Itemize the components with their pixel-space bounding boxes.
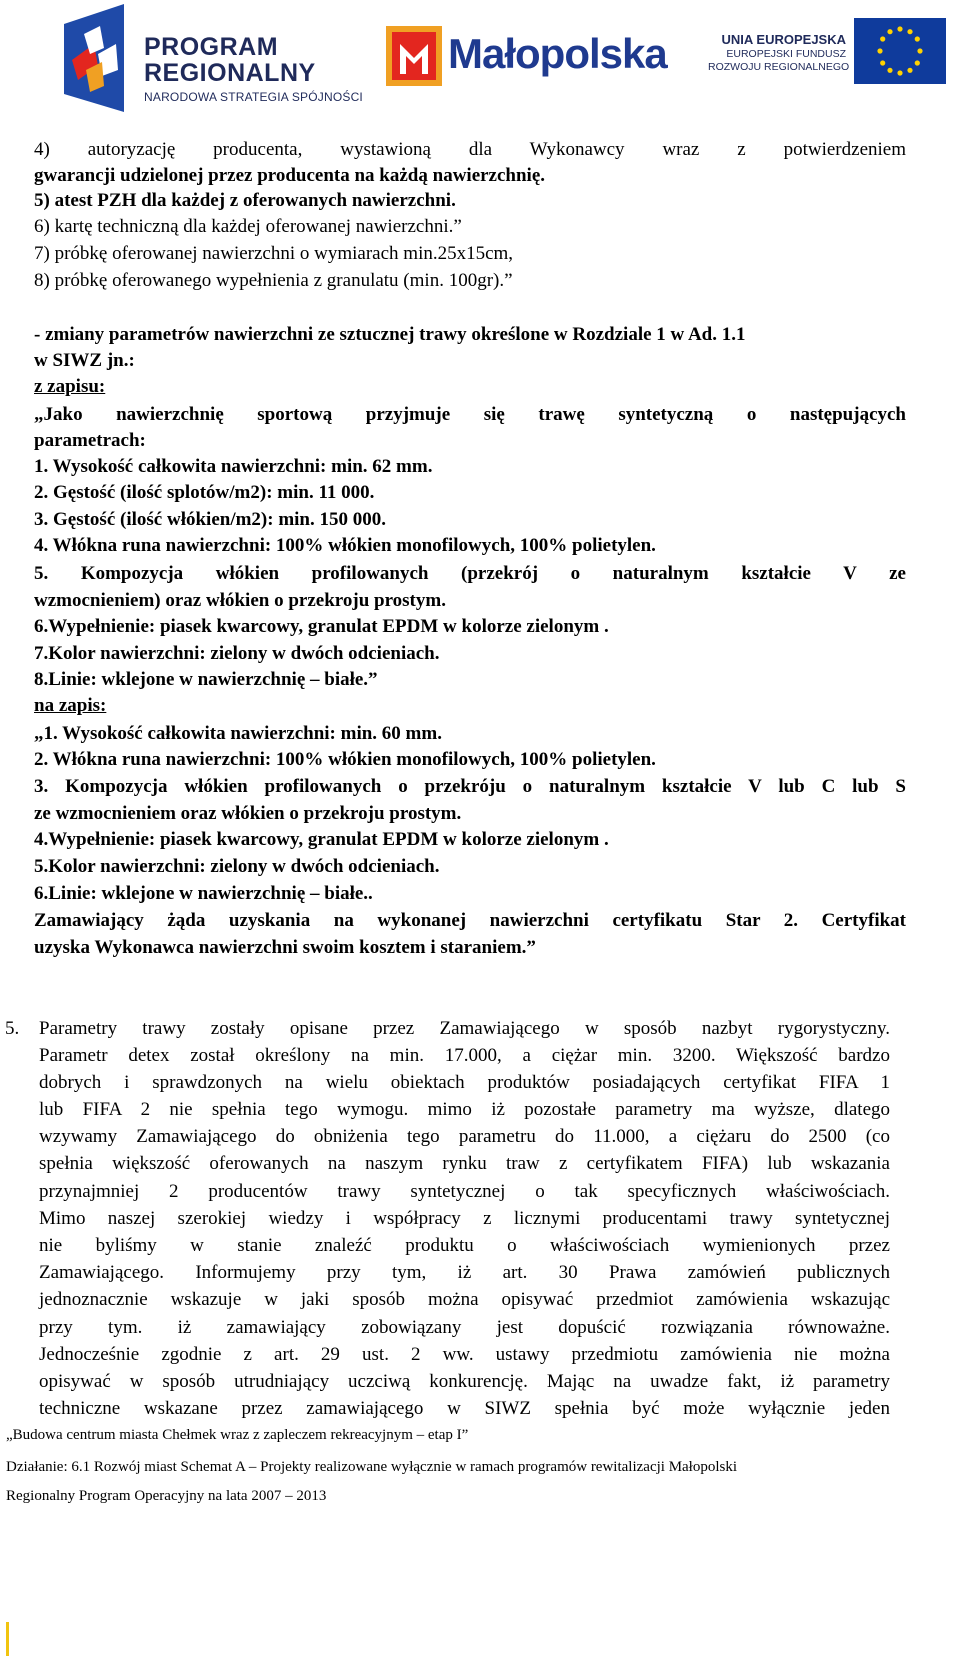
body-line-22: „1. Wysokość całkowita nawierzchni: min. 60 mm. [34,723,442,744]
body-line-15: 4. Włókna runa nawierzchni: 100% włókien monofilowych, 100% polietylen. [34,535,656,556]
point5-line-2: Parametr detex został określony na min. 17.000, a ciężar min. 3200. Większość bardzo [39,1045,890,1066]
body-line-19: 7.Kolor nawierzchni: zielony w dwóch odcieniach. [34,643,440,664]
eu-line2: EUROPEJSKI FUNDUSZ [726,48,846,60]
program-line3: NARODOWA STRATEGIA SPÓJNOŚCI [144,90,363,104]
point5-line-9: nie byliśmy w stanie znaleźć produktu o właściwościach wymienionych przez [39,1235,890,1256]
malopolska-logo [386,24,666,88]
point5-number: 5. [5,1018,20,1039]
body-line-29: Zamawiający żąda uzyskania na wykonanej nawierzchni certyfikatu Star 2. Certyfikat [34,910,906,931]
margin-marker [6,1622,9,1656]
body-line-24: 3. Kompozycja włókien profilowanych o przekróju o naturalnym kształcie V lub C lub S [34,776,906,797]
body-line-27: 5.Kolor nawierzchni: zielony w dwóch odcieniach. [34,856,440,877]
point5-line-8: Mimo naszej szerokiej wiedzy i współpracy z licznymi producentami trawy syntetycznej [39,1208,890,1229]
point5-line-14: opisywać w sposób utrudniający uczciwą konkurencję. Mając na uwadze fakt, iż parametry [39,1371,890,1392]
body-line-4: 6) kartę techniczną dla każdej oferowanej nawierzchni.” [34,216,462,237]
body-line-30: uzyska Wykonawca nawierzchni swoim kosztem i staraniem.” [34,937,536,958]
point5-line-10: Zamawiającego. Informujemy przy tym, iż art. 30 Prawa zamówień publicznych [39,1262,890,1283]
point5-line-4: lub FIFA 2 nie spełnia tego wymogu. mimo iż pozostałe parametry ma wyższe, dlatego [39,1099,890,1120]
point5-line-3: dobrych i sprawdzonych na wielu obiektach produktów posiadających certyfikat FIFA 1 [39,1072,890,1093]
point5-line-5: wzywamy Zamawiającego do obniżenia tego parametru do 11.000, a ciężaru do 2500 (co [39,1126,890,1147]
body-line-21: na zapis: [34,695,107,716]
body-line-26: 4.Wypełnienie: piasek kwarcowy, granulat EPDM w kolorze zielonym . [34,829,609,850]
body-line-2: gwarancji udzielonej przez producenta na każdą nawierzchnię. [34,165,546,186]
body-line-3: 5) atest PZH dla każdej z oferowanych nawierzchni. [34,190,456,211]
point5-line-13: Jednocześnie zgodnie z art. 29 ust. 2 ww. ustawy przedmiotu zamówienia nie można [39,1344,890,1365]
point5-line-7: przynajmniej 2 producentów trawy syntetycznej o tak specyficznych właściwościach. [39,1181,890,1202]
point5-line-11: jednoznacznie wskazuje w jaki sposób można opisywać przedmiot zamówienia wskazując [39,1289,890,1310]
body-line-25: ze wzmocnieniem oraz włókien o przekroju prostym. [34,803,462,824]
body-line-14: 3. Gęstość (ilość włókien/m2): min. 150 000. [34,509,387,530]
point5-line-6: spełnia większość oferowanych na naszym rynku traw z certyfikatem FIFA) lub wskazania [39,1153,890,1174]
body-line-17: wzmocnieniem) oraz włókien o przekroju prostym. [34,590,446,611]
page-header [0,0,960,118]
point5-line-1: Parametry trawy zostały opisane przez Zamawiającego w sposób nazbyt rygorystyczny. [39,1018,890,1039]
point5-line-15: techniczne wskazane przez zamawiającego w SIWZ spełnia być może wyłącznie jeden [39,1398,890,1419]
body-line-6: 8) próbkę oferowanego wypełnienia z granulatu (min. 100gr).” [34,270,513,291]
program-regionalny-emblem-icon [64,4,144,112]
malopolska-text: Małopolska [448,30,667,77]
program-line2: REGIONALNY [144,59,316,87]
body-line-8: w SIWZ jn.: [34,350,135,371]
body-line-10: „Jako nawierzchnię sportową przyjmuje się trawę syntetyczną o następujących [34,404,906,425]
body-line-23: 2. Włókna runa nawierzchni: 100% włókien monofilowych, 100% polietylen. [34,749,656,770]
body-line-18: 6.Wypełnienie: piasek kwarcowy, granulat EPDM w kolorze zielonym . [34,616,609,637]
eu-flag-icon [854,18,946,84]
body-line-20: 8.Linie: wklejone w nawierzchnię – białe.” [34,669,378,690]
program-regionalny-logo [64,4,364,112]
eu-logo [708,18,948,94]
footer-project-title: „Budowa centrum miasta Chełmek wraz z zapleczem rekreacyjnym – etap I” [6,1427,469,1443]
body-line-13: 2. Gęstość (ilość splotów/m2): min. 11 000. [34,482,375,503]
body-line-7: - zmiany parametrów nawierzchni ze sztucznej trawy określone w Rozdziale 1 w Ad. 1.1 [34,324,746,345]
footer-action: Działanie: 6.1 Rozwój miast Schemat A – Projekty realizowane wyłącznie w ramach programów rewitalizacji Małopolski [6,1459,738,1475]
point5-line-12: przy tym. iż zamawiający zobowiązany jest dopuścić rozwiązania równoważne. [39,1317,890,1338]
body-line-1: 4) autoryzację producenta, wystawioną dla Wykonawcy wraz z potwierdzeniem [34,139,906,160]
body-line-28: 6.Linie: wklejone w nawierzchnię – białe.. [34,883,373,904]
body-line-5: 7) próbkę oferowanej nawierzchni o wymiarach min.25x15cm, [34,243,514,264]
malopolska-emblem-icon [386,24,442,88]
body-line-9: z zapisu: [34,376,106,397]
eu-line3: ROZWOJU REGIONALNEGO [708,61,850,73]
body-line-12: 1. Wysokość całkowita nawierzchni: min. 62 mm. [34,456,433,477]
footer-program: Regionalny Program Operacyjny na lata 2007 – 2013 [6,1488,327,1504]
program-line1: PROGRAM [144,33,279,61]
body-line-16: 5. Kompozycja włókien profilowanych (przekrój o naturalnym kształcie V ze [34,563,906,584]
body-line-11: parametrach: [34,430,146,451]
eu-line1: UNIA EUROPEJSKA [721,32,846,47]
